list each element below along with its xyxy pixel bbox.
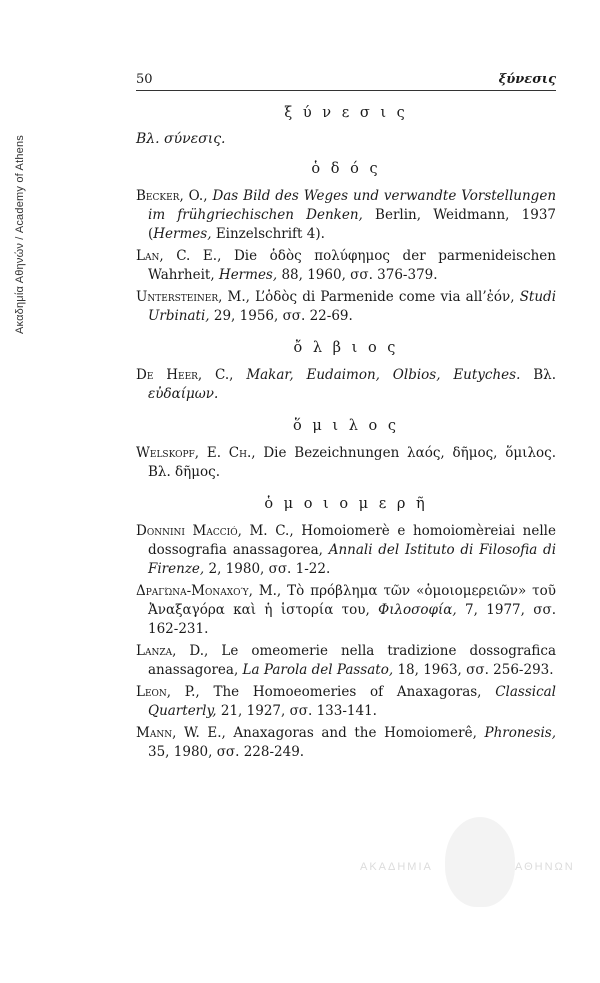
side-note: Ακαδημία Αθηνών / Academy of Athens [14,134,26,334]
running-title: ξύνεσις [498,72,556,87]
watermark-left: ΑΚΑΔΗΜΙΑ [360,861,433,873]
bib-entry: Untersteiner, M., L’ὁδὸς di Parmenide come via all’ἐόν, Studi Urbinati, 29, 1956, σσ. 22-69. [136,289,557,324]
section-heading: ὁ μ ο ι ο μ ε ρ ῆ [264,496,428,512]
bib-entry: Lanza, D., Le omeomerie nella tradizione dossografica anassagorea, La Parola del Passato, 18, 1963, σσ. 256-293. [136,643,556,678]
page-number: 50 [136,72,153,87]
page [136,72,556,765]
section-heading: ὄ λ β ι ο ς [293,340,399,356]
bib-entry: Δραγώνα-Μοναχού, Μ., Τὸ πρόβλημα τῶν «ὁμοιομερειῶν» τοῦ Ἀναξαγόρα καὶ ἡ ἱστορία του, Φιλοσοφία, 7, 1977, σσ. 162-231. [136,583,556,637]
section-heading: ὁ δ ό ς [311,161,381,177]
cross-reference: Βλ. σύνεσις. [136,131,226,147]
bib-entry: Welskopf, E. Ch., Die Bezeichnungen λαός, δῆμος, ὅμιλος. Βλ. δῆμος. [136,445,556,480]
bib-entry: De Heer, C., Makar, Eudaimon, Olbios, Eutyches. Βλ. εὐδαίμων. [136,367,557,402]
running-head [136,72,556,91]
bib-entry: Donnini Macció, M. C., Homoiomerè e homoiomèreiai nelle dossografia anassagorea, Annali del Istituto di Filosofia di Firenze, 2, 1980, σσ. 1-22. [136,523,557,577]
section-heading: ξ ύ ν ε σ ι ς [284,105,408,121]
bib-entry: Mann, W. E., Anaxagoras and the Homoiomerê, Phronesis, 35, 1980, σσ. 228-249. [136,725,556,760]
seal-icon [445,817,515,907]
bib-entry: Becker, O., Das Bild des Weges und verwandte Vorstellungen im frühgriechischen Denken, Berlin, Weidmann, 1937 (Hermes, Einzelschrift 4). [136,188,557,242]
watermark-right: ΑΘΗΝΩΝ [515,861,575,873]
section-heading: ὅ μ ι λ ο ς [293,418,399,434]
bib-entry: Leon, P., The Homoeomeries of Anaxagoras, Classical Quarterly, 21, 1927, σσ. 133-141. [136,684,556,719]
academy-watermark [360,815,580,915]
bib-entry: Lan, C. E., Die ὁδὸς πολύφημος der parmenideischen Wahrheit, Hermes, 88, 1960, σσ. 376-379. [136,248,556,283]
